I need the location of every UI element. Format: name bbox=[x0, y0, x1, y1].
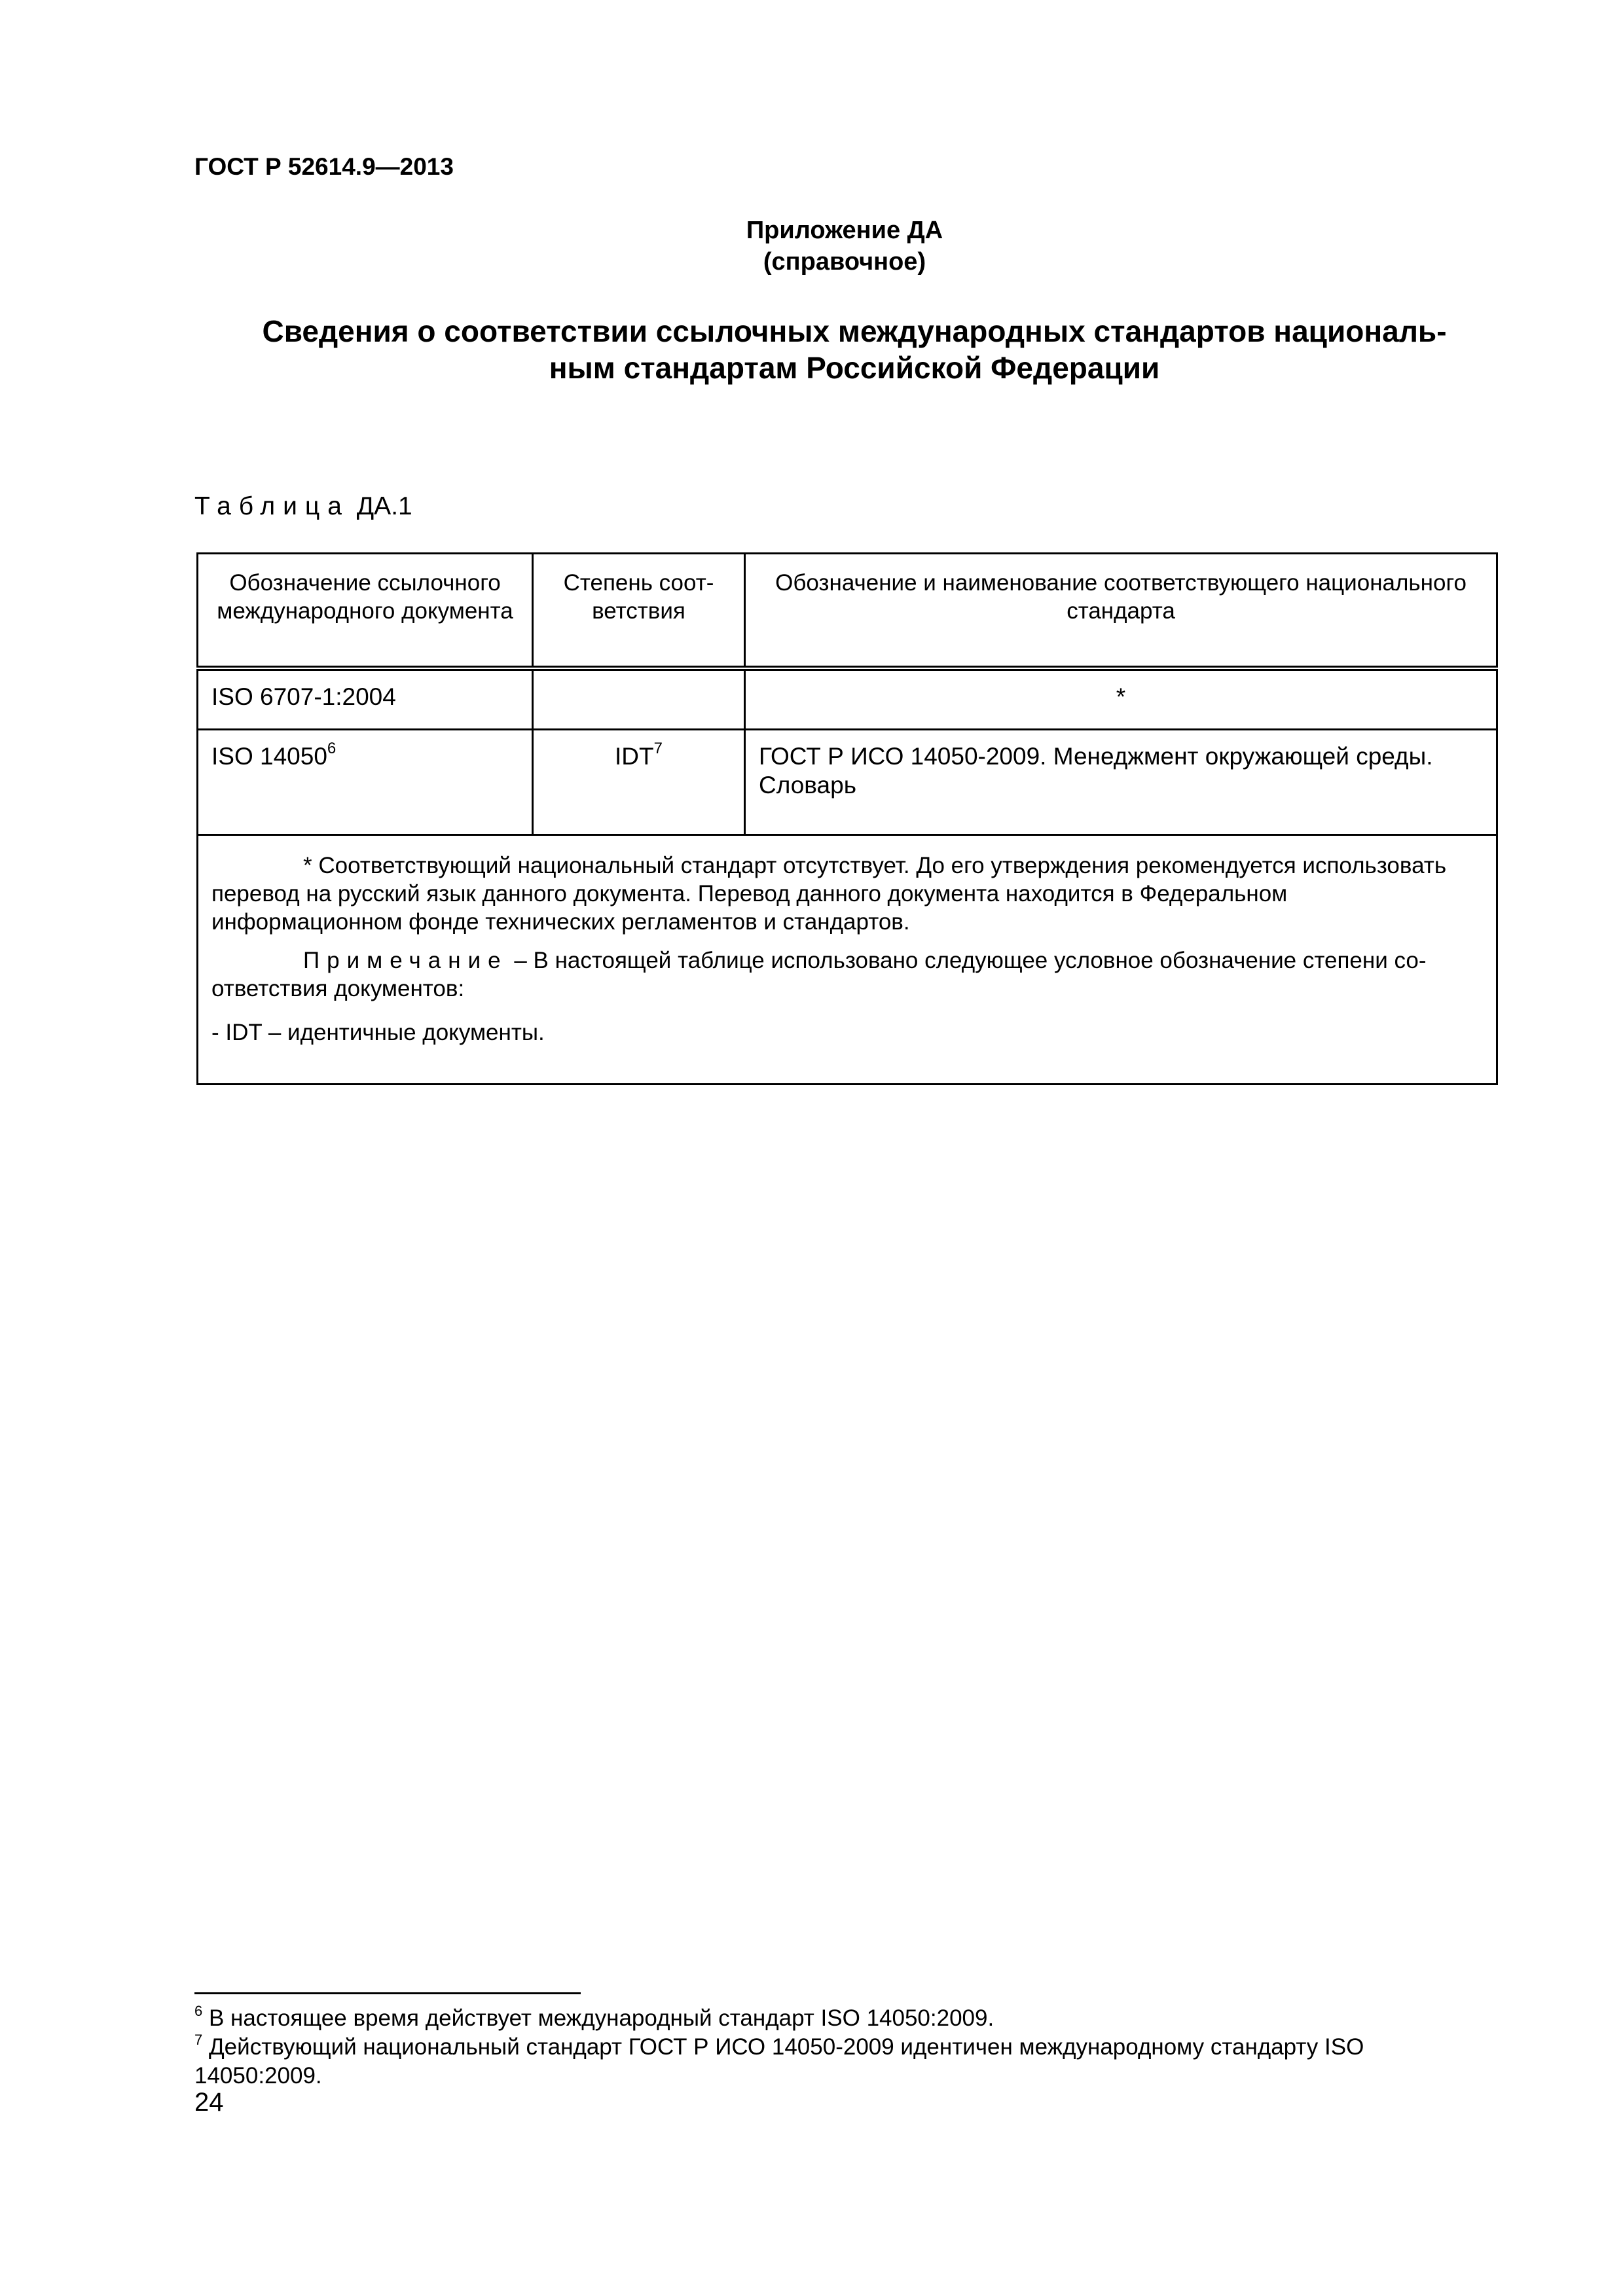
document-code: ГОСТ Р 52614.9—2013 bbox=[194, 153, 454, 180]
table-notes-row bbox=[198, 835, 1497, 1085]
cell-degree: IDT$^7$ bbox=[533, 730, 745, 835]
section-heading-line-1: Сведения о соответствии ссылочных международных стандартов националь- bbox=[262, 314, 1447, 348]
header-national-standard: Обозначение и наименование соответствующего национального стандарта bbox=[745, 554, 1497, 669]
table-caption bbox=[194, 492, 412, 521]
table-note-label: Примечание bbox=[303, 948, 508, 973]
cell-ref-document: ISO 14050$^6$ bbox=[198, 730, 533, 835]
page-number: 24 bbox=[194, 2088, 224, 2117]
cell-ref-document: ISO 6707-1:2004 bbox=[198, 668, 533, 730]
table-row bbox=[198, 668, 1497, 730]
header-ref-document: Обозначение ссылочного международного документа bbox=[198, 554, 533, 669]
table-note-text: – В настоящей таблице использовано следующее условное обозначение степени соответствия документов: bbox=[211, 948, 1427, 1001]
section-heading bbox=[151, 313, 1558, 386]
table-header-row bbox=[198, 554, 1497, 669]
cell-national-standard: ГОСТ Р ИСО 14050-2009. Менеджмент окружающей среды. Словарь bbox=[745, 730, 1497, 835]
table-footnote-star: * Соответствующий национальный стандарт отсутствует. До его утверждения рекомендуется использовать перевод на русский язык данного документа. Перевод данного документа находится в Федеральном информационном фонде технических регламентов и стандартов. bbox=[211, 853, 1447, 935]
cell-national-standard: * bbox=[745, 668, 1497, 730]
footnote-ref-6: 6 bbox=[327, 739, 337, 757]
table-note bbox=[211, 946, 1480, 1003]
table-row bbox=[198, 730, 1497, 835]
footnote-6: $^6$ В настоящее время действует международный стандарт ISO 14050:2009. bbox=[194, 2003, 994, 2031]
cell-degree bbox=[533, 668, 745, 730]
table-note-item: - IDT – идентичные документы. bbox=[211, 1020, 545, 1045]
appendix-subtitle: (справочное) bbox=[763, 248, 926, 276]
page-footnotes bbox=[194, 2004, 1478, 2090]
appendix-title: Приложение ДА bbox=[746, 217, 943, 244]
footnote-ref-7: 7 bbox=[653, 739, 663, 757]
footnote-7: $^7$ Действующий национальный стандарт ГОСТ Р ИСО 14050-2009 идентичен международному стандарту ISO 14050:2009. bbox=[194, 2032, 1364, 2089]
table-caption-label: Таблица bbox=[194, 492, 350, 520]
table-notes bbox=[198, 835, 1497, 1085]
table-caption-number: ДА.1 bbox=[356, 492, 412, 520]
section-heading-line-2: ным стандартам Российской Федерации bbox=[549, 351, 1160, 385]
standards-correspondence-table bbox=[196, 552, 1498, 1085]
appendix-title-block bbox=[0, 215, 1623, 278]
footnote-separator bbox=[194, 1992, 581, 1994]
header-degree: Степень соответствия bbox=[533, 554, 745, 669]
